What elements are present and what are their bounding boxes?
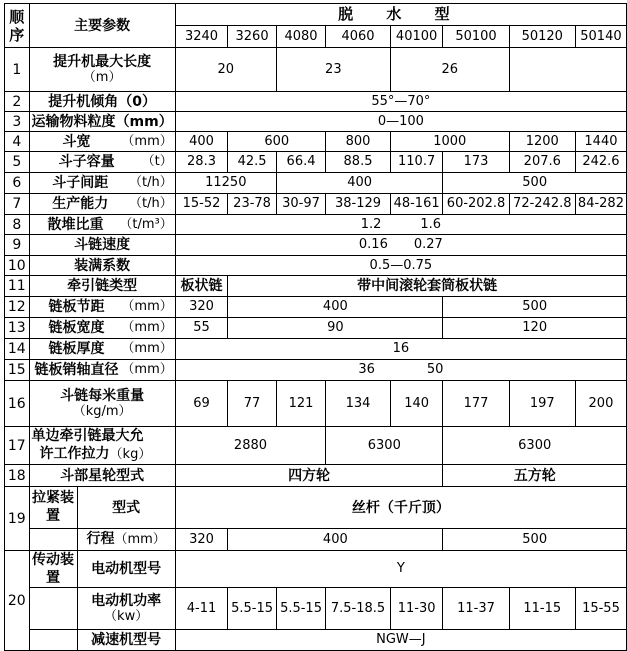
table-row [5,256,627,276]
cell-value: 1200 [509,132,575,152]
cell-value: 0.5—0.75 [175,256,626,276]
table-row [5,427,627,465]
row-label: 型式 [77,487,175,529]
model-3260: 3260 [228,26,277,48]
cell-value: 60-202.8 [443,194,509,215]
row-seq: 19 [5,487,30,551]
row-label: 电动机型号 [77,551,175,588]
cell-value: 121 [276,381,325,427]
cell-value: 11-30 [390,588,443,630]
cell-value: 28.3 [175,152,228,173]
row-seq: 18 [5,465,30,487]
cell-value: 197 [509,381,575,427]
model-4080: 4080 [276,26,325,48]
cell-value: NGW—J [175,630,626,651]
cell-value: 板状链 [175,276,228,297]
table-row [5,630,627,651]
row-label: 提升机最大长度 （m） [29,48,175,92]
row-seq: 2 [5,92,30,112]
model-4060: 4060 [326,26,391,48]
cell-value: 1000 [390,132,509,152]
group-spacer [29,529,77,551]
parameter-table [4,3,627,651]
cell-value: 4-11 [175,588,228,630]
cell-value: 11-15 [509,588,575,630]
cell-value: 400 [175,132,228,152]
table-row [5,360,627,381]
row-label: 运输物料粒度（mm） [29,112,175,132]
group-spacer [29,588,77,630]
row-seq: 17 [5,427,30,465]
table-row [5,276,627,297]
cell-value: 6300 [443,427,627,465]
cell-value: 1.2 1.6 [175,215,626,235]
table-row [5,551,627,588]
table-row [5,381,627,427]
cell-value: 200 [575,381,626,427]
cell-value: 11-37 [443,588,509,630]
table-row [5,152,627,173]
cell-value: 400 [276,173,443,194]
cell-value: 42.5 [228,152,277,173]
row-label: 链板厚度 （mm） [29,339,175,360]
row-label: 链板销轴直径 （mm） [29,360,175,381]
row-label: 斗子容量 （t） [29,152,175,173]
cell-value: 26 [390,48,509,92]
table-row [5,132,627,152]
row-seq: 12 [5,297,30,318]
cell-value: 600 [228,132,326,152]
row-seq: 5 [5,152,30,173]
row-seq: 16 [5,381,30,427]
model-50120: 50120 [509,26,575,48]
row-seq: 13 [5,318,30,339]
row-seq: 14 [5,339,30,360]
cell-value: 四方轮 [175,465,443,487]
cell-value: 88.5 [326,152,391,173]
row-label: 生产能力 （t/h） [29,194,175,215]
cell-value: 20 [175,48,276,92]
row-seq: 10 [5,256,30,276]
row-seq: 7 [5,194,30,215]
param-header: 主要参数 [29,4,175,48]
row-seq: 1 [5,48,30,92]
cell-value: 23 [276,48,390,92]
cell-value: 400 [228,297,443,318]
row-label: 链板节距 （mm） [29,297,175,318]
cell-value: 800 [326,132,391,152]
row-label: 斗部星轮型式 [29,465,175,487]
cell-value: 0.16 0.27 [175,235,626,256]
cell-value: 7.5-18.5 [326,588,391,630]
cell-value [509,48,626,92]
row-seq: 20 [5,551,30,651]
row-seq: 8 [5,215,30,235]
model-50140: 50140 [575,26,626,48]
cell-value: 16 [175,339,626,360]
cell-value: 69 [175,381,228,427]
cell-value: 72-242.8 [509,194,575,215]
cell-value: 55°—70° [175,92,626,112]
row-seq: 11 [5,276,30,297]
cell-value: 500 [443,529,627,551]
cell-value: 15-52 [175,194,228,215]
table-row [5,194,627,215]
table-row [5,487,627,529]
cell-value: 242.6 [575,152,626,173]
row-label: 提升机倾角（0） [29,92,175,112]
seq-header: 顺序 [5,4,30,48]
table-row [5,48,627,92]
table-row [5,318,627,339]
cell-value: Y [175,551,626,588]
table-row [5,529,627,551]
cell-value: 84-282 [575,194,626,215]
cell-value: 48-161 [390,194,443,215]
cell-value: 1440 [575,132,626,152]
cell-value: 23-78 [228,194,277,215]
row-label: 减速机型号 [77,630,175,651]
row-seq: 3 [5,112,30,132]
cell-value: 134 [326,381,391,427]
cell-value: 11250 [175,173,276,194]
cell-value: 55 [175,318,228,339]
row-seq: 9 [5,235,30,256]
cell-value: 6300 [326,427,443,465]
cell-value: 177 [443,381,509,427]
model-40100: 40100 [390,26,443,48]
row-label: 装满系数 [29,256,175,276]
table-row [5,92,627,112]
cell-value: 36 50 [175,360,626,381]
group-spacer [29,630,77,651]
table-row [5,297,627,318]
group-label: 拉紧装置 [29,487,77,529]
cell-value: 500 [443,297,627,318]
cell-value: 90 [228,318,443,339]
table-row [5,112,627,132]
cell-value: 带中间滚轮套筒板状链 [228,276,627,297]
cell-value: 丝杆（千斤顶） [175,487,626,529]
cell-value: 320 [175,529,228,551]
cell-value: 110.7 [390,152,443,173]
table-row [5,339,627,360]
row-label: 链板宽度 （mm） [29,318,175,339]
cell-value: 173 [443,152,509,173]
cell-value: 5.5-15 [228,588,277,630]
row-label: 斗宽 （mm） [29,132,175,152]
row-label: 散堆比重 （t/m³） [29,215,175,235]
cell-value: 120 [443,318,627,339]
cell-value: 320 [175,297,228,318]
group-label: 传动装置 [29,551,77,588]
row-seq: 15 [5,360,30,381]
row-label: 单边牵引链最大允 许工作拉力（kg） [29,427,175,465]
table-row [5,588,627,630]
row-label: 斗子间距 （t/h） [29,173,175,194]
cell-value: 77 [228,381,277,427]
table-row [5,235,627,256]
table-row [5,215,627,235]
cell-value: 0—100 [175,112,626,132]
table-row [5,465,627,487]
row-label: 行程（mm） [77,529,175,551]
row-label: 电动机功率 （kw） [77,588,175,630]
cell-value: 五方轮 [443,465,627,487]
cell-value: 2880 [175,427,325,465]
row-label: 斗链速度 [29,235,175,256]
row-label: 牵引链类型 [29,276,175,297]
cell-value: 207.6 [509,152,575,173]
cell-value: 38-129 [326,194,391,215]
cell-value: 15-55 [575,588,626,630]
cell-value: 66.4 [276,152,325,173]
cell-value: 500 [443,173,627,194]
cell-value: 140 [390,381,443,427]
row-label: 斗链每米重量 （kg/m） [29,381,175,427]
cell-value: 400 [228,529,443,551]
table-row [5,173,627,194]
cell-value: 30-97 [276,194,325,215]
cell-value: 5.5-15 [276,588,325,630]
group-title: 脱 水 型 [175,4,626,26]
model-50100: 50100 [443,26,509,48]
row-seq: 6 [5,173,30,194]
row-seq: 4 [5,132,30,152]
model-3240: 3240 [175,26,228,48]
